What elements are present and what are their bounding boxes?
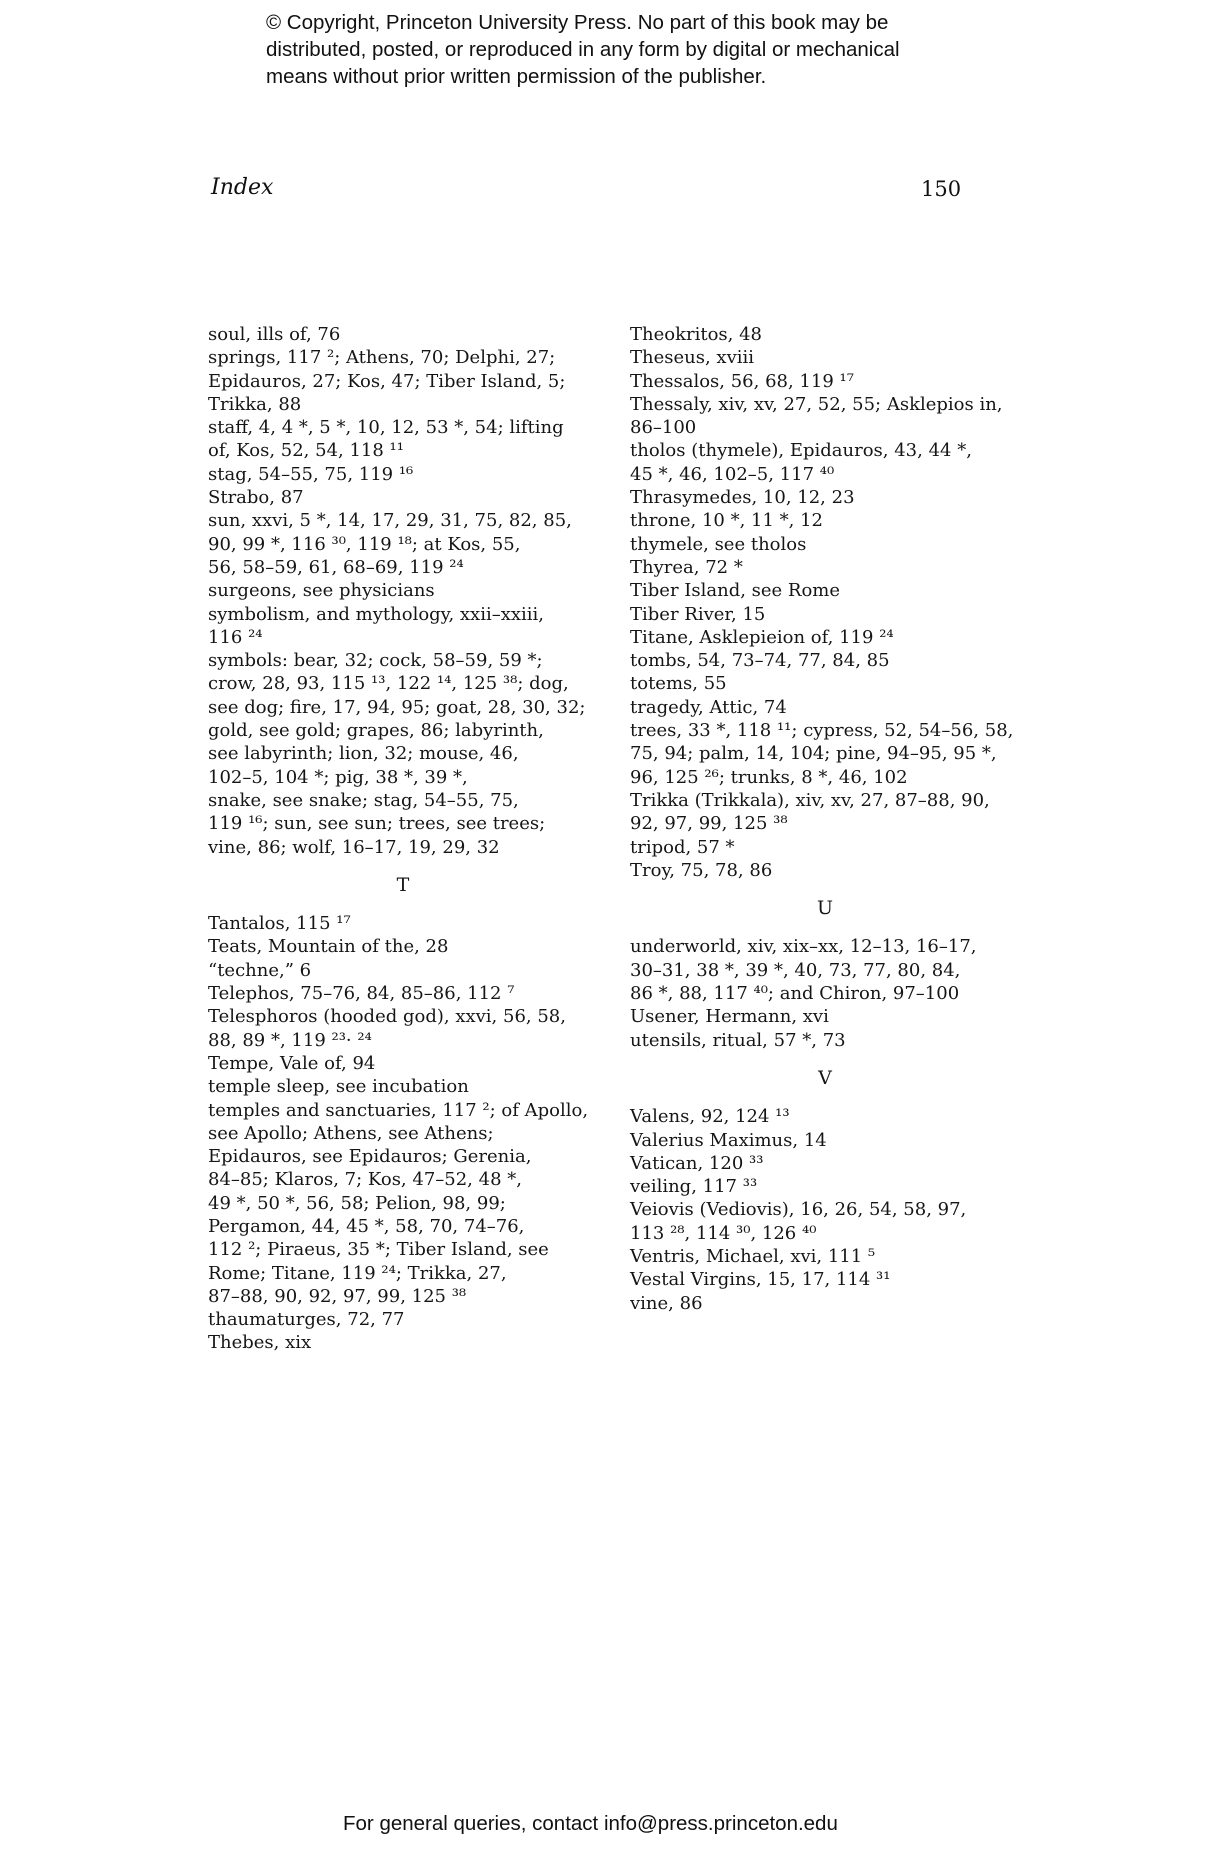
index-entry-line: Titane, Asklepieion of, 119 ²⁴ bbox=[630, 626, 894, 648]
index-entry bbox=[630, 719, 1035, 789]
index-entry-line: Epidauros, 27; Kos, 47; Tiber Island, 5; bbox=[208, 370, 566, 392]
index-entry-line: 90, 99 *, 116 ³⁰, 119 ¹⁸; at Kos, 55, bbox=[208, 533, 521, 555]
index-entry-line: Ventris, Michael, xvi, 111 ⁵ bbox=[630, 1245, 876, 1267]
index-entry bbox=[630, 1152, 1035, 1175]
index-entry-line: symbolism, and mythology, xxii–xxiii, bbox=[208, 603, 545, 625]
index-entry-line: Tiber River, 15 bbox=[630, 603, 766, 625]
index-entry-line: thymele, see tholos bbox=[630, 533, 807, 555]
index-entry-line: Telesphoros (hooded god), xxvi, 56, 58, bbox=[208, 1006, 566, 1028]
index-entry bbox=[208, 346, 608, 416]
index-entry bbox=[630, 579, 1035, 602]
letter-heading: T bbox=[396, 873, 410, 896]
index-entry-line: vine, 86 bbox=[630, 1292, 703, 1314]
index-entry-line: soul, ills of, 76 bbox=[208, 324, 341, 345]
index-entry-line: Usener, Hermann, xvi bbox=[630, 1006, 829, 1028]
index-entry-line: totems, 55 bbox=[630, 673, 727, 695]
index-entry bbox=[630, 603, 1035, 626]
index-entry-line: tripod, 57 * bbox=[630, 836, 735, 858]
index-entry-line: 119 ¹⁶; sun, see sun; trees, see trees; bbox=[208, 813, 546, 835]
index-entry bbox=[208, 579, 608, 602]
index-entry-line: Thessalos, 56, 68, 119 ¹⁷ bbox=[630, 370, 854, 392]
index-entry bbox=[208, 982, 608, 1005]
index-entry-line: 112 ²; Piraeus, 35 *; Tiber Island, see bbox=[208, 1239, 549, 1261]
index-entry bbox=[630, 1175, 1035, 1198]
index-entry-line: 87–88, 90, 92, 97, 99, 125 ³⁸ bbox=[208, 1285, 467, 1307]
index-entry bbox=[630, 935, 1035, 1005]
index-entry bbox=[208, 463, 608, 486]
index-entry bbox=[208, 416, 608, 463]
index-entry-line: springs, 117 ²; Athens, 70; Delphi, 27; bbox=[208, 347, 556, 369]
index-entry-line: trees, 33 *, 118 ¹¹; cypress, 52, 54–56, 58, bbox=[630, 720, 1014, 742]
index-entry-line: Vatican, 120 ³³ bbox=[630, 1152, 764, 1174]
index-entry-line: stag, 54–55, 75, 119 ¹⁶ bbox=[208, 463, 414, 485]
index-entry bbox=[630, 1105, 1035, 1128]
index-entry-line: underworld, xiv, xix–xx, 12–13, 16–17, bbox=[630, 936, 977, 958]
index-entry bbox=[630, 672, 1035, 695]
index-entry-line: Trikka, 88 bbox=[208, 393, 302, 415]
index-entry bbox=[630, 1245, 1035, 1268]
index-entry bbox=[630, 626, 1035, 649]
index-entry-line: Tantalos, 115 ¹⁷ bbox=[208, 913, 351, 935]
index-entry-line: thaumaturges, 72, 77 bbox=[208, 1309, 405, 1331]
index-entry-line: Thrasymedes, 10, 12, 23 bbox=[630, 487, 855, 509]
index-entry-line: snake, see snake; stag, 54–55, 75, bbox=[208, 789, 519, 811]
index-entry-line: Thessaly, xiv, xv, 27, 52, 55; Asklepios in, bbox=[630, 393, 1003, 415]
index-entry-line: see Apollo; Athens, see Athens; bbox=[208, 1122, 494, 1144]
index-entry-line: symbols: bear, 32; cock, 58–59, 59 *; bbox=[208, 650, 543, 672]
index-entry-line: 116 ²⁴ bbox=[208, 626, 263, 648]
index-entry-line: 113 ²⁸, 114 ³⁰, 126 ⁴⁰ bbox=[630, 1222, 817, 1244]
index-entry-line: Strabo, 87 bbox=[208, 487, 304, 509]
index-entry-line: gold, see gold; grapes, 86; labyrinth, bbox=[208, 720, 544, 742]
index-entry-line: see labyrinth; lion, 32; mouse, 46, bbox=[208, 743, 519, 765]
index-entry-line: veiling, 117 ³³ bbox=[630, 1176, 758, 1198]
index-entry-line: Thebes, xix bbox=[208, 1332, 312, 1354]
index-column-left bbox=[208, 323, 608, 1355]
index-entry bbox=[630, 556, 1035, 579]
index-entry bbox=[208, 603, 608, 650]
index-entry-line: tragedy, Attic, 74 bbox=[630, 696, 787, 718]
index-entry-line: Valens, 92, 124 ¹³ bbox=[630, 1106, 790, 1128]
index-entry-line: vine, 86; wolf, 16–17, 19, 29, 32 bbox=[208, 836, 500, 858]
index-entry-line: 75, 94; palm, 14, 104; pine, 94–95, 95 *, bbox=[630, 743, 997, 765]
index-entry bbox=[208, 935, 608, 958]
index-entry-line: 88, 89 *, 119 ²³· ²⁴ bbox=[208, 1029, 372, 1051]
index-entry-line: Thyrea, 72 * bbox=[630, 556, 743, 578]
index-entry bbox=[208, 959, 608, 982]
index-entry-line: utensils, ritual, 57 *, 73 bbox=[630, 1029, 846, 1051]
index-entry-line: Tiber Island, see Rome bbox=[630, 580, 841, 602]
index-entry-line: Vestal Virgins, 15, 17, 114 ³¹ bbox=[630, 1269, 891, 1291]
index-entry-line: 56, 58–59, 61, 68–69, 119 ²⁴ bbox=[208, 556, 464, 578]
index-entry bbox=[630, 1129, 1035, 1152]
index-entry bbox=[208, 323, 608, 346]
index-entry-line: crow, 28, 93, 115 ¹³, 122 ¹⁴, 125 ³⁸; dog, bbox=[208, 673, 569, 695]
index-entry-line: 86–100 bbox=[630, 417, 697, 439]
index-entry bbox=[208, 1308, 608, 1331]
index-entry bbox=[630, 393, 1035, 440]
index-entry-line: Teats, Mountain of the, 28 bbox=[208, 936, 449, 958]
index-entry-line: temples and sanctuaries, 117 ²; of Apollo, bbox=[208, 1099, 589, 1121]
index-entry bbox=[208, 912, 608, 935]
index-entry bbox=[630, 346, 1035, 369]
index-entry-line: 49 *, 50 *, 56, 58; Pelion, 98, 99; bbox=[208, 1192, 506, 1214]
index-entry-line: Telephos, 75–76, 84, 85–86, 112 ⁷ bbox=[208, 983, 515, 1005]
index-entry bbox=[208, 1331, 608, 1354]
index-entry-line: staff, 4, 4 *, 5 *, 10, 12, 53 *, 54; lifting bbox=[208, 417, 564, 439]
index-entry-line: “techne,” 6 bbox=[208, 959, 312, 981]
index-entry bbox=[630, 1198, 1035, 1245]
index-entry-line: 84–85; Klaros, 7; Kos, 47–52, 48 *, bbox=[208, 1169, 522, 1191]
index-entry-line: Epidauros, see Epidauros; Gerenia, bbox=[208, 1146, 532, 1168]
index-entry-line: surgeons, see physicians bbox=[208, 580, 435, 602]
index-entry bbox=[630, 1029, 1035, 1052]
index-entry-line: of, Kos, 52, 54, 118 ¹¹ bbox=[208, 440, 404, 462]
index-entry-line: Rome; Titane, 119 ²⁴; Trikka, 27, bbox=[208, 1262, 507, 1284]
index-entry-line: 86 *, 88, 117 ⁴⁰; and Chiron, 97–100 bbox=[630, 983, 960, 1005]
index-entry bbox=[630, 323, 1035, 346]
index-entry-line: 92, 97, 99, 125 ³⁸ bbox=[630, 813, 788, 835]
index-entry bbox=[630, 789, 1035, 836]
index-entry bbox=[208, 1075, 608, 1098]
index-entry-line: tholos (thymele), Epidauros, 43, 44 *, bbox=[630, 440, 972, 462]
index-entry-line: temple sleep, see incubation bbox=[208, 1076, 469, 1098]
index-entry-line: tombs, 54, 73–74, 77, 84, 85 bbox=[630, 650, 890, 672]
index-entry-line: Troy, 75, 78, 86 bbox=[630, 859, 773, 881]
index-entry bbox=[630, 836, 1035, 859]
index-entry-line: throne, 10 *, 11 *, 12 bbox=[630, 510, 823, 532]
index-entry bbox=[630, 533, 1035, 556]
index-entry-line: sun, xxvi, 5 *, 14, 17, 29, 31, 75, 82, 85, bbox=[208, 510, 572, 532]
index-entry-line: Valerius Maximus, 14 bbox=[630, 1129, 827, 1151]
copyright-line: © Copyright, Princeton University Press. No part of this book may be bbox=[266, 11, 889, 34]
index-entry-line: Theokritos, 48 bbox=[630, 324, 763, 345]
index-entry bbox=[630, 1005, 1035, 1028]
index-entry bbox=[630, 509, 1035, 532]
index-entry bbox=[208, 509, 608, 579]
copyright-line: means without prior written permission of the publisher. bbox=[266, 65, 767, 88]
index-entry-line: Trikka (Trikkala), xiv, xv, 27, 87–88, 90, bbox=[630, 789, 990, 811]
index-entry bbox=[630, 486, 1035, 509]
index-column-right bbox=[630, 323, 1035, 1315]
copyright-line: distributed, posted, or reproduced in any form by digital or mechanical bbox=[266, 38, 900, 61]
index-entry bbox=[208, 1005, 608, 1052]
index-entry-line: Theseus, xviii bbox=[630, 347, 755, 369]
index-entry-line: 102–5, 104 *; pig, 38 *, 39 *, bbox=[208, 766, 468, 788]
index-entry bbox=[208, 649, 608, 859]
letter-heading: U bbox=[816, 897, 833, 920]
index-entry bbox=[630, 1268, 1035, 1291]
index-entry-line: 30–31, 38 *, 39 *, 40, 73, 77, 80, 84, bbox=[630, 959, 961, 981]
contact-footer: For general queries, contact info@press.princeton.edu bbox=[343, 1812, 838, 1835]
copyright-notice bbox=[266, 9, 1006, 90]
index-entry bbox=[208, 486, 608, 509]
running-head: Index bbox=[211, 175, 274, 200]
index-entry-line: 45 *, 46, 102–5, 117 ⁴⁰ bbox=[630, 463, 835, 485]
index-entry bbox=[630, 649, 1035, 672]
index-entry bbox=[208, 1099, 608, 1309]
index-entry-line: see dog; fire, 17, 94, 95; goat, 28, 30, 32; bbox=[208, 696, 586, 718]
index-entry bbox=[630, 696, 1035, 719]
index-entry-line: 96, 125 ²⁶; trunks, 8 *, 46, 102 bbox=[630, 766, 908, 788]
index-entry bbox=[630, 859, 1035, 882]
index-entry bbox=[208, 1052, 608, 1075]
index-entry-line: Pergamon, 44, 45 *, 58, 70, 74–76, bbox=[208, 1215, 525, 1237]
page-number: 150 bbox=[921, 177, 962, 201]
index-entry-line: Veiovis (Vediovis), 16, 26, 54, 58, 97, bbox=[630, 1199, 967, 1221]
index-entry bbox=[630, 1292, 1035, 1315]
index-entry bbox=[630, 370, 1035, 393]
index-entry bbox=[630, 439, 1035, 486]
index-entry-line: Tempe, Vale of, 94 bbox=[208, 1052, 376, 1074]
letter-heading: V bbox=[818, 1066, 832, 1089]
